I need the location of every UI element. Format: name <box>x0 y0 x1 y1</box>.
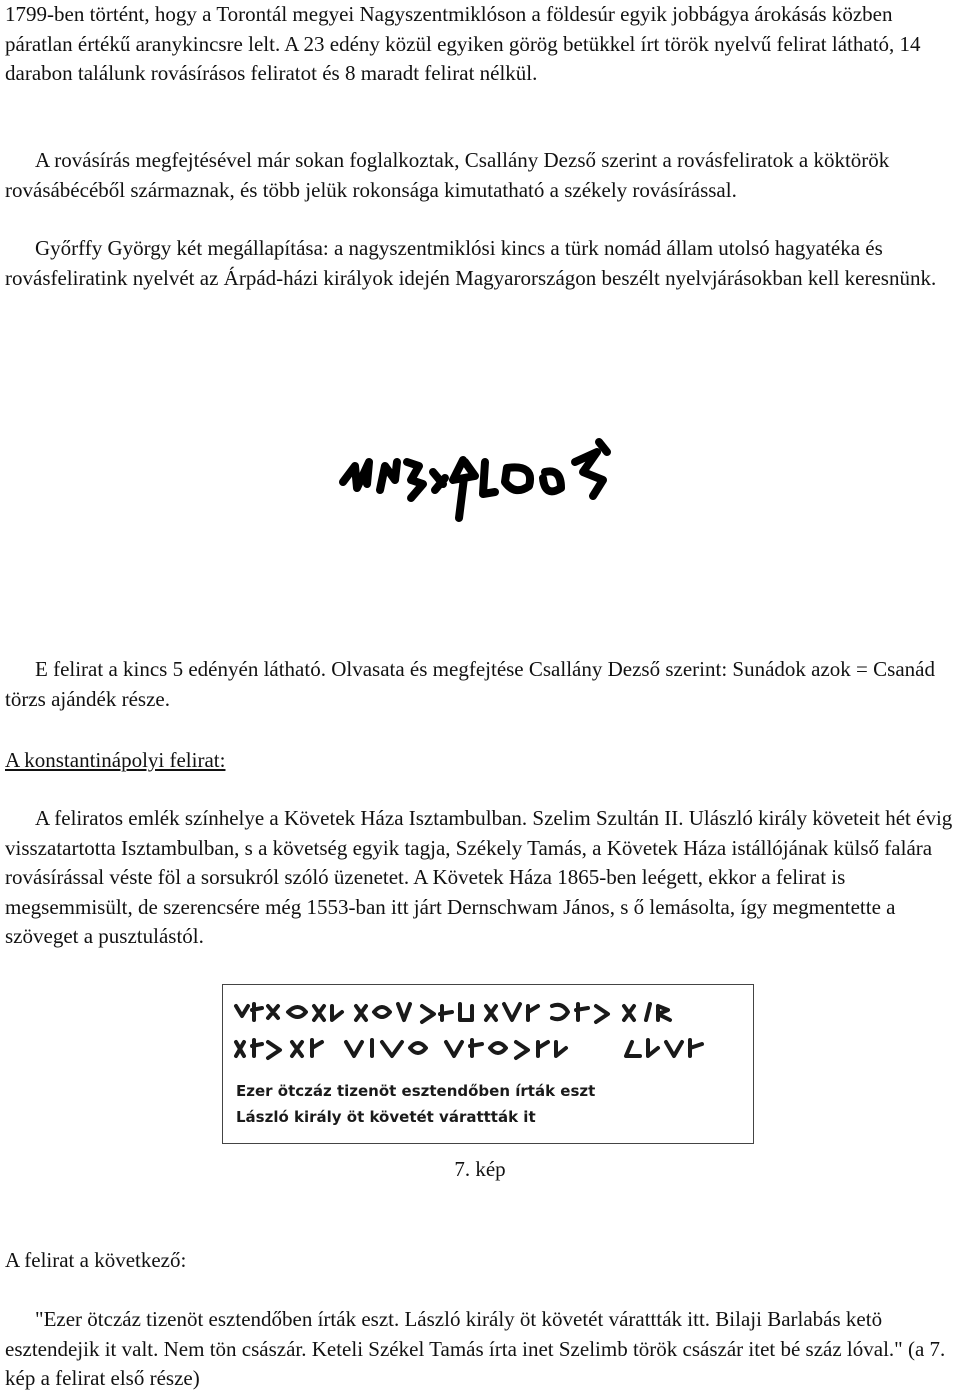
konstantinapoly-paragraph: A feliratos emlék színhelye a Követek Háza Isztambulban. Szelim Szultán II. Ulászló király követeit hét évig visszatartotta Isztambulban, s a követség egyik tagja, Székely Tamás, a Követek Háza istállójának külső falára rovásírással véste föl a sorsukról szóló üzenetet. A Követek Háza 1865-ben leégett, ekkor a felirat is megsemmisült, de szerencsére még 1553-ban itt járt Dernschwam János, s ő lemásolta, így megmentette a szöveget a pusztulástól. <box>5 806 953 948</box>
inscription-transliteration-line2: László király öt követét várattták it <box>236 1108 536 1126</box>
section-heading: A konstantinápolyi felirat: <box>5 748 226 772</box>
inscription-translation-paragraph: "Ezer ötczáz tizenöt esztendőben írták eszt. László király öt követét várattták itt. Bilaji Barlabás ketö esztendejik it valt. Nem tön császár. Keteli Székel Tamás írta inet Szelimb török császár itet bé száz lóval." (a 7. kép a felirat első része) <box>5 1307 946 1390</box>
nagyszentmiklos-inscription-image <box>335 432 625 532</box>
decipherment-paragraph: A rovásírás megfejtésével már sokan foglalkoztak, Csallány Dezső szerint a rovásfeliratok a köktörök rovásábécéből származnak, és több jelük rokonsága kimutatható a székely rovásírással. <box>5 148 890 202</box>
gyorffy-paragraph: Győrffy György két megállapítása: a nagyszentmiklósi kincs a türk nomád állam utolsó hagyatéka és rovásfeliratink nyelvét az Árpád-házi királyok idején Magyarországon beszélt nyelvjárásokban kell keresnünk. <box>5 236 937 290</box>
figure-description-paragraph: E felirat a kincs 5 edényén látható. Olvasata és megfejtése Csallány Dezső szerint: Sunádok azok = Csanád törzs ajándék része. <box>5 657 935 711</box>
inscription-transliteration-line1: Ezer ötczáz tizenöt esztendőben írták eszt <box>236 1082 596 1100</box>
following-intro: A felirat a következő: <box>5 1248 187 1272</box>
figure-caption: 7. kép <box>454 1157 506 1181</box>
intro-paragraph: 1799-ben történt, hogy a Torontál megyei Nagyszentmiklóson a földesúr egyik jobbágya árokásás közben páratlan értékű aranykincsre lelt. A 23 edény közül egyiken görög betükkel írt török nyelvű felirat látható, 14 darabon találunk rovásírásos feliratot és 8 maradt felirat nélkül. <box>5 2 921 85</box>
konstantinapoly-inscription-image <box>222 984 754 1144</box>
